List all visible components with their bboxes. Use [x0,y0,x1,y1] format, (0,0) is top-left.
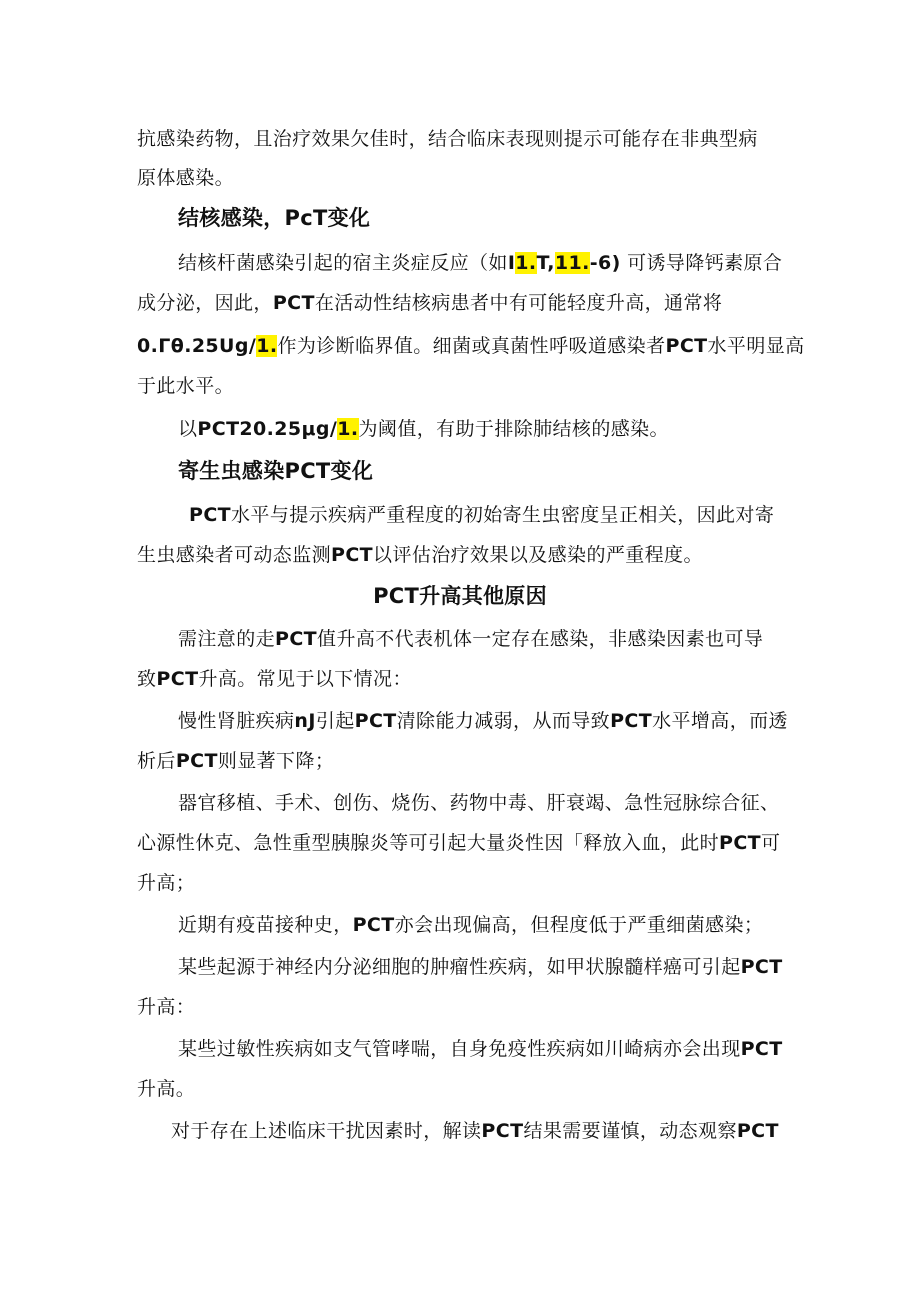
bold-term: PCT [156,668,199,690]
bold-term: -6) [589,252,621,274]
bold-term: PCT [610,710,653,732]
text: 某些过敏性疾病如支气管哮喘，自身免疫性疾病如川崎病亦会出现 [178,1038,741,1060]
highlighted-term: 1. [256,335,278,357]
bold-term: PCT [175,750,218,772]
paragraph-7-line-1 [178,790,779,816]
paragraph-4-line-1 [189,502,774,528]
text: 需注意的走 [178,628,276,650]
bold-term: PCT [665,335,708,357]
bold-term: PCT20.25μg/ [197,418,338,440]
text: 升高； [137,872,196,894]
text: 升高。常见于以下情况： [198,668,412,690]
text: 对于存在上述临床干扰因素时，解读 [171,1120,482,1142]
paragraph-1-line-2 [137,165,234,191]
bold-term: nJ [294,710,316,732]
text: 结核杆菌感染引起的宿主炎症反应（如 [178,252,508,274]
text: 于此水平。 [137,375,235,397]
bold-term: 0.Γθ.25Ug/ [137,335,257,357]
text: 可 [761,832,781,854]
text: 水平增高，而透 [652,710,788,732]
text: 近期有疫苗接种史， [178,914,353,936]
heading-text: 寄生虫感染PCT变化 [178,459,374,483]
text: 升高。 [137,1078,196,1100]
bold-term: PCT [272,292,315,314]
text: 某些起源于神经内分泌细胞的肿瘤性疾病，如甲状腺髓样癌可引起 [178,956,741,978]
paragraph-3 [178,416,669,442]
heading-parasite [178,458,373,484]
text: 以评估治疗效果以及感染的严重程度。 [373,544,703,566]
paragraph-5-line-2 [137,666,412,692]
bold-term: I [507,252,516,274]
text: 值升高不代表机体一定存在感染，非感染因素也可导 [317,628,764,650]
text: 致 [137,668,157,690]
paragraph-7-line-2 [137,830,780,856]
bold-term: PCT [352,914,395,936]
text: 生虫感染者可动态监测 [137,544,332,566]
text: 在活动性结核病患者中有可能轻度升高，通常将 [314,292,723,314]
paragraph-6-line-1 [178,708,788,734]
text: 器官移植、手术、创伤、烧伤、药物中毒、肝衰竭、急性冠脉综合征、 [178,792,780,814]
paragraph-2-line-4 [137,373,234,399]
paragraph-4-line-2 [137,542,703,568]
paragraph-2-line-3 [137,333,805,359]
text: 原体感染。 [137,167,235,189]
text: 作为诊断临界值。细菌或真菌性呼吸道感染者 [277,335,666,357]
heading-tuberculosis [178,205,370,231]
bold-term: PCT [331,544,374,566]
paragraph-6-line-2 [137,748,334,774]
paragraph-11 [171,1118,779,1144]
heading-text: 结核感染，PcT变化 [178,206,371,230]
paragraph-9-line-2 [137,994,195,1020]
text: 清除能力减弱，从而导致 [396,710,611,732]
paragraph-10-line-1 [178,1036,783,1062]
text: 亦会出现偏高，但程度低于严重细菌感染； [394,914,764,936]
bold-term: PCT [354,710,397,732]
highlighted-term: 1. [337,418,359,440]
bold-term: PCT [189,504,232,526]
paragraph-2-line-1 [178,250,782,276]
bold-term: PCT [740,956,783,978]
text: 抗感染药物，且治疗效果欠佳时，结合临床表现则提示可能存在非典型病 [137,128,758,150]
text: 则显著下降； [217,750,335,772]
paragraph-10-line-2 [137,1076,195,1102]
bold-term: PCT [275,628,318,650]
paragraph-2-line-2 [137,290,722,316]
bold-term: PCT [481,1120,524,1142]
bold-term: PCT [740,1038,783,1060]
highlighted-term: 11. [554,252,590,274]
text: 引起 [315,710,355,732]
bold-term: T, [536,252,555,274]
paragraph-9-line-1 [178,954,783,980]
paragraph-1-line-1 [137,126,758,152]
paragraph-8 [178,912,763,938]
text: 水平明显高 [707,335,805,357]
paragraph-5-line-1 [178,626,763,652]
bold-term: PCT [719,832,762,854]
text: 为阈值，有助于排除肺结核的感染。 [358,418,669,440]
text: 水平与提示疾病严重程度的初始寄生虫密度呈正相关，因此对寄 [231,504,775,526]
text: 心源性休克、急性重型胰腺炎等可引起大量炎性因「释放入血，此时 [137,832,720,854]
text: 析后 [137,750,176,772]
text: 慢性肾脏疾病 [178,710,295,732]
heading-text: PCT升高其他原因 [373,584,547,608]
paragraph-7-line-3 [137,870,195,896]
text: 以 [178,418,198,440]
text: 可诱导降钙素原合 [620,252,783,274]
heading-other-causes [0,583,920,609]
text: 成分泌，因此， [137,292,273,314]
highlighted-term: 1. [515,252,537,274]
bold-term: PCT [736,1120,779,1142]
text: 结果需要谨慎，动态观察 [523,1120,737,1142]
text: 升高： [137,996,196,1018]
